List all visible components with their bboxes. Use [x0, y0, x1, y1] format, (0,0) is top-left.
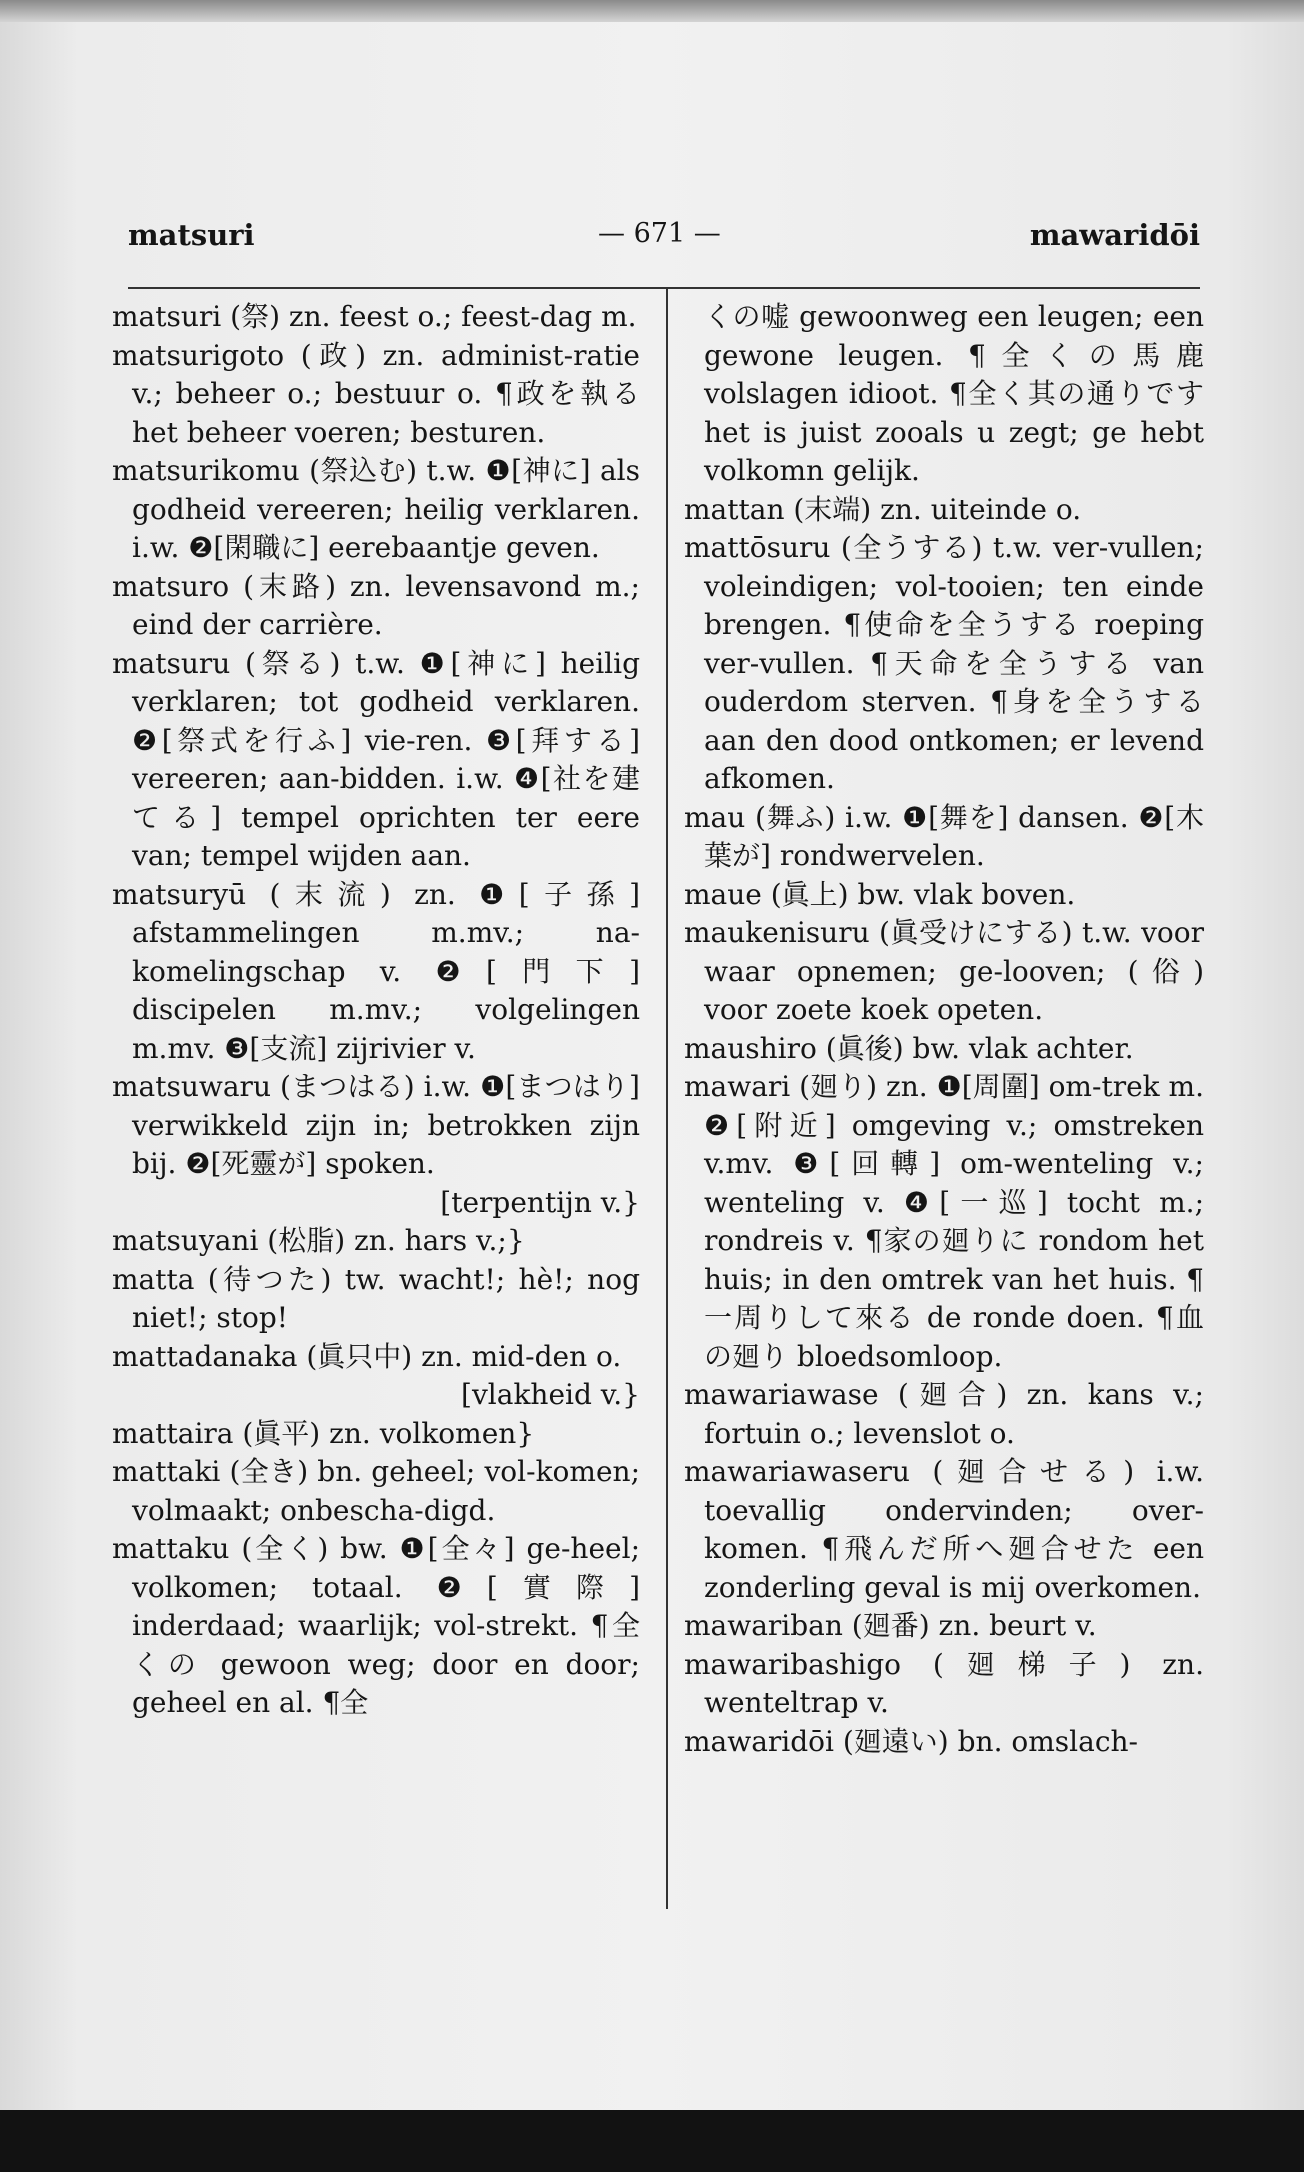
- entry-mau: mau (舞ふ) i.w. ❶[舞を] dansen. ❷[木葉が] rondwervelen.: [684, 800, 1204, 872]
- entry-matsurikomu: matsurikomu (祭込む) t.w. ❶[神に] als godheid vereeren; heilig verklaren. i.w. ❷[閑職に] eerebaantje geven.: [112, 454, 640, 564]
- entry-continuation: [vlakheid v.}: [461, 1378, 640, 1411]
- header-rule: [128, 287, 1200, 289]
- left-guide-word: matsuri: [128, 218, 255, 252]
- entry-mattaku: mattaku (全く) bw. ❶[全々] ge-heel; volkomen; totaal. ❷[實際] inderdaad; waarlijk; vol-strekt. ¶全くの gewoon weg; door en door; geheel en al. ¶全: [112, 1532, 640, 1719]
- page-number: — 671 —: [598, 218, 721, 249]
- right-guide-word: mawaridōi: [1029, 218, 1200, 252]
- entry-matsuwaru: matsuwaru (まつはる) i.w. ❶[まつはり] verwikkeld zijn in; betrokken zijn bij. ❷[死靈が] spoken.: [112, 1070, 640, 1180]
- entry-mawariawase: mawariawase (廻合) zn. kans v.; fortuin o.; levenslot o.: [684, 1378, 1204, 1450]
- entry-maushiro: maushiro (眞後) bw. vlak achter.: [684, 1031, 1134, 1065]
- page-top-edge: [0, 0, 1304, 22]
- entry-mawariban: mawariban (廻番) zn. beurt v.: [684, 1609, 1097, 1642]
- entry-matsuyani: matsuyani (松脂) zn. hars v.;}: [112, 1224, 525, 1257]
- entry-maukenisuru: maukenisuru (眞受けにする) t.w. voor waar opnemen; ge-looven; (俗) voor zoete koek opeten.: [684, 916, 1204, 1026]
- entry-mattadanaka: mattadanaka (眞只中) zn. mid-den o.: [112, 1339, 622, 1373]
- entry-matsuri: matsuri (祭) zn. feest o.; feest-dag m.: [112, 300, 637, 333]
- entry-continuation: くの嘘 gewoonweg een leugen; een gewone leugen. ¶全くの馬鹿 volslagen idioot. ¶全く其の通りです het is juist zooals u zegt; ge hebt volkomn gelijk.: [704, 300, 1204, 487]
- entry-mawaridoi: mawaridōi (廻遠い) bn. omslach-: [684, 1724, 1138, 1758]
- entry-mawari: mawari (廻り) zn. ❶[周圍] om-trek m. ❷[附近] omgeving v.; omstreken v.mv. ❸[回轉] om-wenteling v.; wenteling v. ❹[一巡] tocht m.; rondreis v. ¶家の廻りに rondom het huis; in den omtrek van het huis. ¶一周りして來る de ronde doen. ¶血の廻り bloedsomloop.: [684, 1070, 1204, 1373]
- background-surface: [0, 2110, 1304, 2172]
- entry-matta: matta (待つた) tw. wacht!; hè!; nog niet!; stop!: [112, 1262, 640, 1334]
- entry-matsuro: matsuro (末路) zn. levensavond m.; eind der carrière.: [112, 569, 640, 641]
- entry-matsuryu: matsuryū (末流) zn. ❶[子孫] afstammelingen m.mv.; na-komelingschap v. ❷[門下] discipelen m.mv.; volgelingen m.mv. ❸[支流] zijrivier v.: [112, 877, 640, 1065]
- entry-continuation: [terpentijn v.}: [440, 1185, 640, 1219]
- left-column: [112, 298, 640, 1723]
- entry-matsuru: matsuru (祭る) t.w. ❶[神に] heilig verklaren; tot godheid verklaren. ❷[祭式を行ふ] vie-ren. ❸[拜する] vereeren; aan-bidden. i.w. ❹[社を建てる] tempel oprichten ter eere van; tempel wijden aan.: [112, 646, 640, 872]
- entry-mattaki: mattaki (全き) bn. geheel; vol-komen; volmaakt; onbescha-digd.: [112, 1455, 640, 1527]
- entry-mattan: mattan (末端) zn. uiteinde o.: [684, 492, 1082, 526]
- entry-mattosuru: mattōsuru (全うする) t.w. ver-vullen; voleindigen; vol-tooien; ten einde brengen. ¶使命を全うする roeping ver-vullen. ¶天命を全うする van ouderdom sterven. ¶身を全うする aan den dood ontkomen; er levend afkomen.: [684, 531, 1204, 795]
- entry-mattaira: mattaira (眞平) zn. volkomen}: [112, 1416, 535, 1450]
- column-divider: [666, 289, 668, 1909]
- right-column: [684, 298, 1204, 1761]
- entry-matsurigoto: matsurigoto (政) zn. administ-ratie v.; beheer o.; bestuur o. ¶政を執る het beheer voeren; besturen.: [112, 338, 640, 449]
- entry-maue: maue (眞上) bw. vlak boven.: [684, 877, 1076, 911]
- entry-mawaribashigo: mawaribashigo (廻梯子) zn. wenteltrap v.: [684, 1647, 1204, 1719]
- running-header: [128, 218, 1200, 268]
- entry-mawariawaseru: mawariawaseru (廻合せる) i.w. toevallig ondervinden; over-komen. ¶飛んだ所へ廻合せた een zonderling geval is mij overkomen.: [684, 1455, 1204, 1604]
